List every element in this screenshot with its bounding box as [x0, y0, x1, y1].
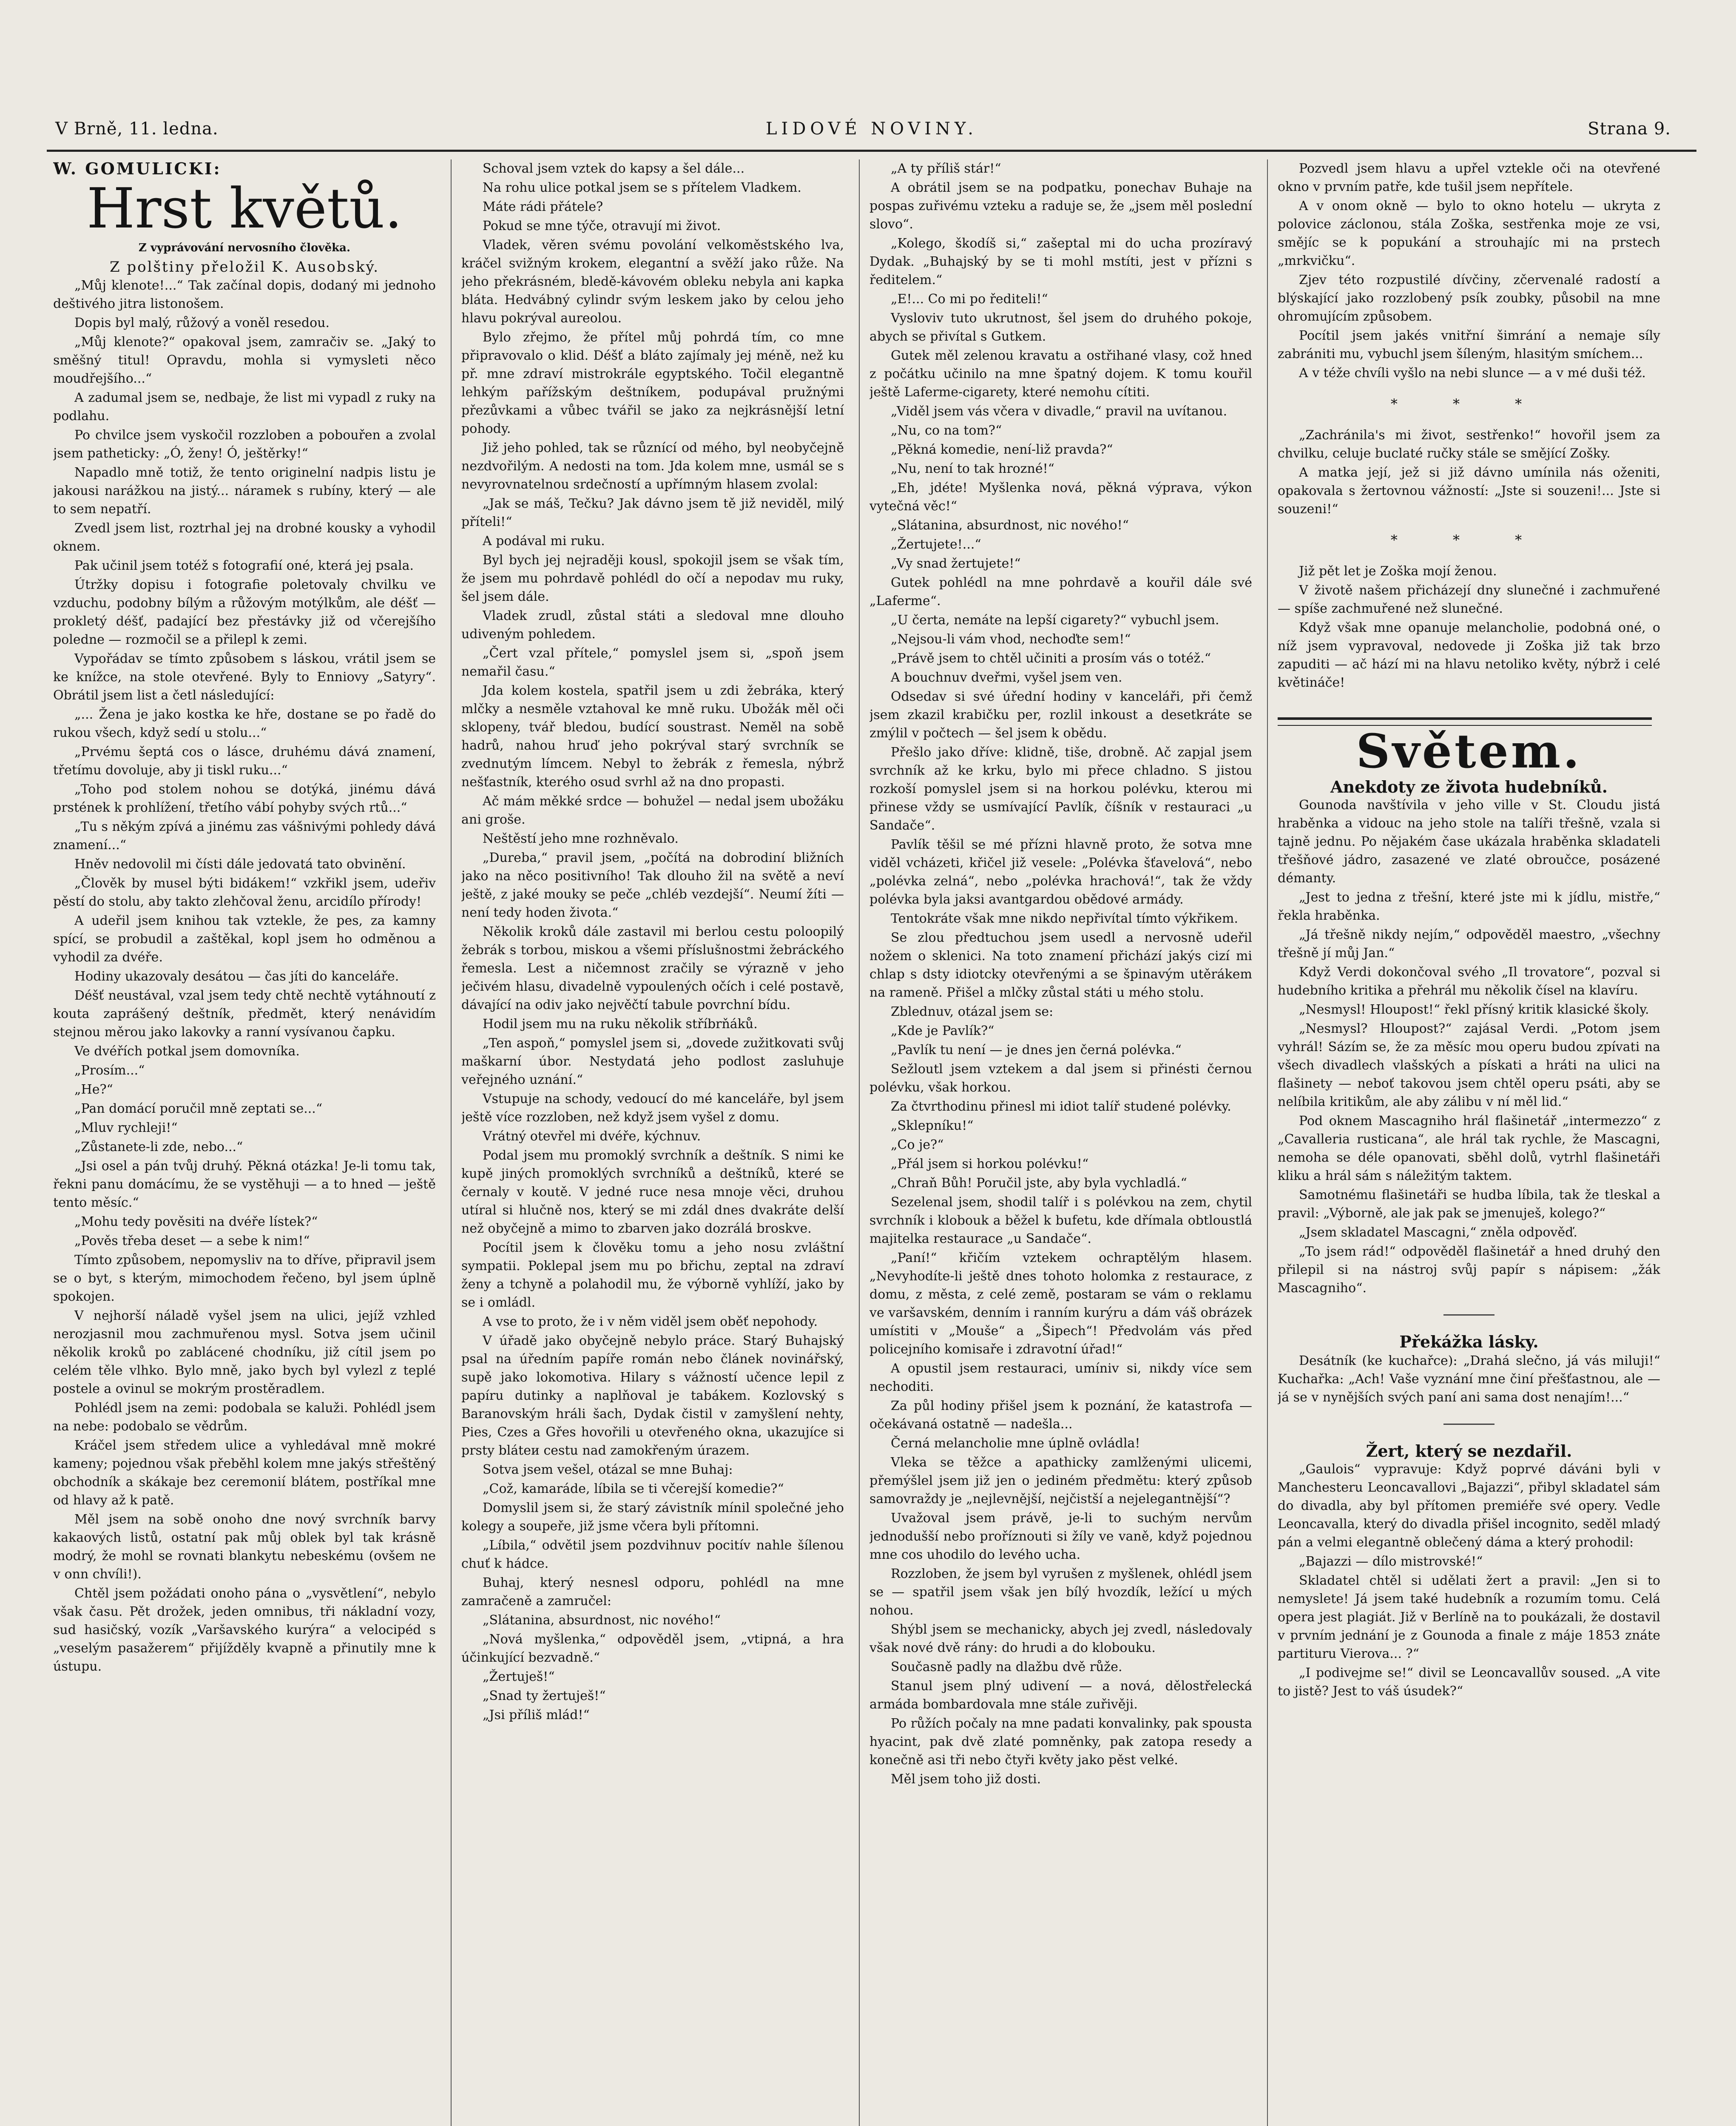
paragraph: Vstupuje na schody, vedoucí do mé kanceláře, byl jsem ještě více rozzloben, než když jsem vyšel z domu.: [461, 1091, 844, 1125]
column-3: [869, 159, 1252, 2126]
paragraph: Uvažoval jsem právě, je-li to suchým nervům jednodušší nebo proříznouti si žíly ve vaně, když pojednou mne cos uhodilo do levého ucha.: [869, 1511, 1252, 1562]
paragraph: A v téže chvíli vyšlo na nebi slunce — a v mé duši též.: [1299, 366, 1646, 381]
item-divider: [1443, 1424, 1494, 1425]
item-divider: [1443, 1314, 1494, 1316]
paragraph: „Vy snad žertujete!“: [891, 556, 1021, 571]
paragraph: Byl bych jej nejraději kousl, spokojil jsem se však tím, že jsem mu pohrdavě pohlédl do očí a nepodav mu ruky, šel jsem dále.: [461, 553, 844, 604]
section-title: Světem.: [1356, 724, 1582, 779]
paragraph: Vladek, věren svému povolání velkoměstského lva, kráčel svižným krokem, elegantní a svěží jako růže. Na jeho překrásném, bledě-kávovém obleku nebyla ani kapka bláta. Hedvábný cylindr svým leskem jako by celou jeho hlavu pokrýval aureolou.: [461, 238, 844, 326]
paragraph: Skladatel chtěl si udělati žert a pravil: „Jen si to nemyslete! Já jsem také hudebník a rozumím tomu. Celá opera jest plagiát. Již v Berlíně na to poukázali, že dostavil v prvním jednání je z Gounoda a finale z máje 1853 znáte partituru Vierova... ?“: [1278, 1573, 1660, 1661]
paragraph: Sežloutl jsem vztekem a dal jsem si přinésti černou polévku, však horkou.: [869, 1062, 1252, 1095]
paragraph: Gutek měl zelenou kravatu a ostřihané vlasy, což hned z počátku učinilo na mne špatný dojem. K tomu kouřil ještě Laferme-cigarety, které nemohu cítiti.: [869, 348, 1252, 400]
paragraph: „Co je?“: [891, 1137, 944, 1152]
paragraph: Když však mne opanuje melancholie, podobná oné, o níž jsem vypravoval, nedovede ji Zoška již tak brzo zapuditi — ač hází mi na hlavu netoliko květy, nýbrž i celé květináče!: [1278, 620, 1660, 690]
header-rule: [47, 150, 1696, 152]
paragraph: Ve dvéřích potkal jsem domovníka.: [74, 1044, 300, 1059]
paragraph: Ač mám měkké srdce — bohužel — nedal jsem ubožáku ani groše.: [461, 794, 844, 827]
paragraph: „Můj klenote!...“ Tak začínal dopis, dodaný mi jednoho deštivého jitra listonošem.: [53, 278, 436, 311]
header-page-number: Strana 9.: [1588, 119, 1671, 139]
paragraph: „Jsi osel a pán tvůj druhý. Pěkná otázka! Je-li tomu tak, řekni panu domácímu, že se vystěhuji — a to hned — ještě tento měsíc.“: [53, 1159, 436, 1210]
paragraph: „Eh, jdéte! Myšlenka nová, pěkná výprava, výkon vytečná věc!“: [869, 480, 1252, 514]
paragraph: Pocítil jsem jakés vnitřní šimrání a nemaje síly zabrániti mu, vybuchl jsem šíleným, hlasitým smíchem...: [1278, 328, 1660, 361]
paragraph: „Jest to jedna z třešní, které jste mi k jídlu, mistře,“ řekla hraběnka.: [1278, 890, 1660, 923]
paragraph: Déšť neustával, vzal jsem tedy chtě nechtě vytáhnoutí z kouta zaprášený deštník, předmět, který nenávidím stejnou měrou jako lakovky a ranní vysívanou čapku.: [53, 988, 436, 1040]
paragraph: Stanul jsem plný udivení — a nová, dělostřelecká armáda bombardovala mne stále zuřivěji.: [869, 1679, 1252, 1712]
paragraph: „Nejsou-li vám vhod, nechoďte sem!“: [891, 632, 1131, 647]
paragraph: Jda kolem kostela, spatřil jsem u zdi žebráka, který mlčky a nesměle vztahoval ke mně ruku. Ubožák měl oči sklopeny, tvář bledou, budící soustrast. Neměl na sobě hadrů, nahou hruď jeho pokrýval starý svrchník se zvednutým límcem. Nebyl to žebrák z řemesla, nýbrž nešťastník, kterého osud svrhl až na dno propasti.: [461, 683, 844, 790]
paragraph: „Pan domácí poručil mně zeptati se...“: [74, 1101, 323, 1116]
paragraph: Schoval jsem vztek do kapsy a šel dále...: [483, 161, 745, 176]
paragraph: Vysloviv tuto ukrutnost, šel jsem do druhého pokoje, abych se přivítal s Gutkem.: [869, 311, 1252, 344]
paragraph: Pak učinil jsem totéž s fotografií oné, která jej psala.: [74, 558, 414, 573]
paragraph: „Viděl jsem vás včera v divadle,“ pravil na uvítanou.: [891, 404, 1227, 419]
paragraph: Neštěstí jeho mne rozhněvalo.: [483, 831, 679, 846]
paragraph: „Zůstanete-li zde, nebo...“: [74, 1140, 243, 1154]
paragraph: „Prosím...“: [74, 1063, 145, 1078]
column-divider: [451, 159, 452, 2126]
paragraph: Vrátný otevřel mi dvéře, kýchnuv.: [483, 1129, 701, 1144]
paragraph: „Dureba,“ pravil jsem, „počítá na dobrodiní bližních jako na něco positivního! Tak dlouho žil na světě a neví ještě, z jaké mouky se peče „chléb vezdejší“. Neumí žíti — není tedy hoden života.“: [461, 850, 844, 920]
paragraph: „Jsi příliš mlád!“: [483, 1708, 590, 1722]
column-2: [461, 159, 844, 2126]
column-divider: [859, 159, 860, 2126]
paragraph: „Chraň Bůh! Poručil jste, aby byla vychladlá.“: [891, 1176, 1187, 1191]
paragraph: A v onom okně — bylo to okno hotelu — ukryta z polovice záclonou, stála Zoška, sestřenka moje ze vsi, smějíc se k popukání a strouhajíc mi na prstech „mrkvičku“.: [1278, 199, 1660, 268]
header-date: V Brně, 11. ledna.: [55, 119, 219, 139]
item-body: [1278, 1460, 1660, 1700]
paragraph: Odsedav si své úřední hodiny v kanceláři, při čemž jsem zkazil krabičku per, rozlil inkoust a desetkráte se zmýlil v počtech — šel jsem k obědu.: [869, 689, 1252, 741]
story-title: Hrst květů.: [86, 176, 403, 241]
paragraph: „Toho pod stolem nohou se dotýká, jinému dává prstének k prohlížení, třetího vábí pohyby svých rtů...“: [53, 782, 436, 815]
header-masthead: LIDOVÉ NOVINY.: [765, 119, 978, 139]
paragraph: Zjev této rozpustilé dívčiny, zčervenalé radostí a blýskající jako rozzlobený psík zoubky, působil na mne ohromujícím způsobem.: [1278, 273, 1660, 324]
paragraph: „Já třešně nikdy nejím,“ odpověděl maestro, „všechny třešně jí můj Jan.“: [1278, 927, 1660, 961]
paragraph: Pohlédl jsem na zemi: podobala se kaluži. Pohlédl jsem na nebe: podobalo se vědrům.: [53, 1401, 436, 1434]
column-1-body: [53, 276, 436, 1676]
paragraph: A obrátil jsem se na podpatku, ponechav Buhaje na pospas zuřivému vzteku a raduje se, že „jsem měl poslední slovo“.: [869, 180, 1252, 232]
paragraph: Podal jsem mu promoklý svrchník a deštník. S nimi ke kupě jiných promoklých svrchníků a deštníků, které se černaly v koutě. V jedné ruce nesa mnoje věci, druhou utíral si hlučně nos, který se mi zdál dnes dvakráte delší než obyčejně a mimo to zbarven jako dozrálá broskve.: [461, 1148, 844, 1236]
paragraph: V životě našem přicházejí dny slunečné i zachmuřené — spíše zachmuřené než slunečné.: [1278, 583, 1660, 616]
paragraph: * * *: [1390, 532, 1548, 548]
paragraph: „Snad ty žertuješ!“: [483, 1688, 606, 1703]
paragraph: Samotnému flašinetáři se hudba líbila, tak že tleskal a pravil: „Výborně, ale jak pak se jmenuješ, kolego?“: [1278, 1188, 1660, 1221]
paragraph: „Kde je Pavlík?“: [891, 1023, 994, 1038]
paragraph: Napadlo mně totiž, že tento originelní nadpis listu je jakousi narážkou na jistý... náramek s rubíny, který — ale to sem nepatří.: [53, 465, 436, 517]
paragraph: „Žertujete!...“: [891, 537, 981, 552]
paragraph: „Mluv rychleji!“: [74, 1120, 178, 1135]
paragraph: „Líbila,“ odvětil jsem pozdvihnuv pocitív nahle šílenou chuť k hádce.: [461, 1538, 844, 1571]
paragraph: Zvedl jsem list, roztrhal jej na drobné kousky a vyhodil oknem.: [53, 521, 436, 554]
paragraph: Současně padly na dlažbu dvě růže.: [891, 1660, 1122, 1674]
paragraph: „Ten aspoň,“ pomyslel jsem si, „dovede zužitkovati svůj maškarní úbor. Nestydatá jeho podlost zasluhuje veřejného uznání.“: [461, 1036, 844, 1087]
paragraph: „Jsem skladatel Mascagni,“ zněla odpověď.: [1299, 1225, 1577, 1240]
page-header: [47, 111, 1696, 145]
paragraph: „A ty příliš stár!“: [891, 161, 1001, 176]
paragraph: A bouchnuv dveřmi, vyšel jsem ven.: [891, 670, 1122, 685]
paragraph: „I podivejme se!“ divil se Leoncavallův soused. „A vite to jistě? Jest to váš úsudek?“: [1278, 1666, 1660, 1699]
paragraph: „Jak se máš, Tečku? Jak dávno jsem tě již neviděl, milý příteli!“: [461, 496, 844, 529]
paragraph: Když Verdi dokončoval svého „Il trovatore“, pozval si hudebního kritika a přehrál mu několik čísel na klavíru.: [1278, 965, 1660, 998]
paragraph: „Člověk by musel býti bidákem!“ vzkřikl jsem, udeřiv pěstí do stolu, aby takto zlehčoval ženu, arcidílo přírody!: [53, 876, 436, 909]
paragraph: Již pět let je Zoška mojí ženou.: [1299, 564, 1497, 579]
paragraph: Vladek zrudl, zůstal státi a sledoval mne dlouho udiveným pohledem.: [461, 608, 844, 642]
paragraph: Hodiny ukazovaly desátou — čas jíti do kanceláře.: [74, 969, 399, 984]
paragraph: Útržky dopisu i fotografie poletovaly chvilku ve vzduchu, podobny bílým a růžovým motýlkům, ale déšť — prokletý déšť, padající bez přestávky již od včerejšího poledne — rozmočil se a přilepl k zemi.: [53, 577, 436, 647]
paragraph: Sezelenal jsem, shodil talíř i s polévkou na zem, chytil svrchník i klobouk a běžel k bufetu, kde dřímala obtloustlá majitelka restaurace „u Sandače“.: [869, 1195, 1252, 1246]
paragraph: „Což, kamaráde, líbila se ti včerejší komedie?“: [483, 1481, 784, 1496]
paragraph: „Žertuješ!“: [483, 1669, 555, 1684]
paragraph: Rozzloben, že jsem byl vyrušen z myšlenek, ohlédl jsem se — spatřil jsem však jen bílý hvozdík, ležící u mých nohou.: [869, 1566, 1252, 1618]
paragraph: Hněv nedovolil mi čísti dále jedovatá tato obvinění.: [74, 857, 406, 872]
paragraph: „Právě jsem to chtěl učiniti a prosím vás o totéž.“: [891, 651, 1211, 666]
paragraph: Pavlík těšil se mé přízni hlavně proto, že sotva mne viděl vcházeti, křičel již vesele: „Polévka šťavelová“, nebo „polévka zelná“, nebo „polévka hrachová!“, tak že vždy polévka byla jaksi avantgardou obědové armády.: [869, 837, 1252, 907]
paragraph: Pod oknem Mascagniho hrál flašinetář „intermezzo“ z „Cavalleria rusticana“, ale hrál tak rychle, že Mascagni, nemoha se déle opanovati, sběhl dolů, vytrhl flašinetáři kliku a hrál sám s náležitým taktem.: [1278, 1114, 1660, 1183]
paragraph: „Slátanina, absurdnost, nic nového!“: [891, 518, 1129, 533]
paragraph: Vleka se těžce a apathicky zamlženými ulicemi, přemýšlel jsem již jen o jediném předmětu: který způsob samovraždy je „nejlevnější, nejčistší a nejelegantnější“?: [869, 1455, 1252, 1506]
story-author: W. GOMULICKI:: [53, 159, 222, 178]
paragraph: „Nesmysl! Hloupost!“ řekl přísný kritik klasické školy.: [1299, 1002, 1649, 1017]
paragraph: „Kolego, škodíš si,“ zašeptal mi do ucha prozíravý Dydak. „Buhajský by se ti mohl mstíti, jest v přízni s ředitelem.“: [869, 236, 1252, 287]
column-2-body: [461, 159, 844, 1724]
paragraph: Chtěl jsem požádati onoho pána o „vysvětlení“, nebylo však času. Pět drožek, jeden omnibus, tři nákladní vozy, sud hasičský, vozík „Varšavského kurýra“ a velocipéd s „veselým pasažerem“ přijížděly kvapně a přinutily mne k ústupu.: [53, 1586, 436, 1674]
paragraph: Tentokráte však mne nikdo nepřivítal tímto výkřikem.: [891, 911, 1239, 926]
paragraph: „To jsem rád!“ odpověděl flašinetář a hned druhý den přilepil si na nástroj svůj papír s nápisem: „žák Mascagniho“.: [1278, 1244, 1660, 1296]
paragraph: „Gaulois“ vypravuje: Když poprvé dáváni byli v Manchesteru Leoncavallovi „Bajazzi“, přibyl skladatel sám do divadla, aby byl přítomen premiéře své opery. Vedle Leoncavalla, který do divadla přišel incognito, seděl mladý pán a velmi elegantně oblečený dáma a který prohodil:: [1278, 1462, 1660, 1550]
paragraph: Dopis byl malý, růžový a voněl resedou.: [74, 315, 330, 330]
paragraph: „Nu, není to tak hrozné!“: [891, 461, 1055, 476]
paragraph: Přešlo jako dříve: klidně, tiše, drobně. Ač zapjal jsem svrchník až ke krku, bylo mi přece chladno. S jistou rozkoší pomyslel jsem si na horkou polévku, kterou mi přinese vždy se usmívající Pavlík, číšník v restauraci „u Sandače“.: [869, 745, 1252, 833]
paragraph: „Paní!“ křičím vztekem ochraptělým hlasem. „Nevyhodíte-li ještě dnes tohoto holomka z restaurace, z domu, z města, z celé země, postaram se vám o reklamu ve varšavském, denním i ranním kurýru a dám váš obrázek umístiti v „Mouše“ a „Šipech“! Předvolám vás před policejního komisaře i zdravotní úřad!“: [869, 1251, 1252, 1357]
paragraph: A podával mi ruku.: [483, 534, 605, 549]
column-divider: [1267, 159, 1268, 2126]
paragraph: Vypořádav se tímto způsobem s láskou, vrátil jsem se ke knížce, na stole otevřené. Byly to Enniovy „Satyry“. Obrátil jsem list a četl následující:: [53, 651, 436, 703]
paragraph: Se zlou předtuchou jsem usedl a nervosně udeřil nožem o sklenici. Na toto znamení přichází jakýs cizí mi chlap s dsty idiotcky otevřenými a se špinavým utěrákem na rameně. Přišel a mlčky zůstal státi u mého stolu.: [869, 930, 1252, 1000]
paragraph: Pocítil jsem k člověku tomu a jeho nosu zvláštní sympatii. Poklepal jsem mu po břichu, zeptal na zdraví ženy a tchyně a polahodil mu, že výborně vyhlíží, jako by se i omládl.: [461, 1240, 844, 1310]
paragraph: Měl jsem na sobě onoho dne nový svrchník barvy kakaových listů, ostatní pak můj oblek byl tak krásně modrý, že mohl se rovnati blankytu nebeskému (ovšem ne v onn chvíli!).: [53, 1512, 436, 1582]
story-subtitle: Z vyprávování nervosního člověka.: [138, 242, 351, 254]
paragraph: Shýbl jsem se mechanicky, abych jej zvedl, následovaly však nové dvě rány: do hrudi a do klobouku.: [869, 1622, 1252, 1655]
paragraph: Několik kroků dále zastavil mi berlou cestu poloopilý žebrák s torbou, miskou a všemi příslušnostmi žebráckého řemesla. Lest a ničemnost zračily se výrazně v jeho ječivém hlasu, divadelně vypoulených očích i celé postavě, dávající na odiv jako nejvěčtí tabule povrchní bídu.: [461, 924, 844, 1012]
paragraph: Za čtvrthodinu přinesl mi idiot talíř studené polévky.: [891, 1099, 1231, 1114]
paragraph: A opustil jsem restauraci, umíniv si, nikdy více sem nechoditi.: [869, 1361, 1252, 1394]
paragraph: Měl jsem toho již dosti.: [891, 1772, 1041, 1787]
paragraph: A matka její, jež si již dávno umínila nás oženiti, opakovala s žertovnou vážností: „Jste si souzeni!... Jste si souzeni!“: [1278, 465, 1660, 517]
paragraph: V úřadě jako obyčejně nebylo práce. Starý Buhajský psal na úředním papíře román nebo článek novinářský, supě jako lokomotiva. Hilary s vážností učence lepil z papíru dutinky a naplňoval je tabákem. Kozlovský s Baranovským hráli šach, Dydak čistil v zamyšlení nehty, Pies, Czes a Gřes hovořili u otevřeného okna, ukazujíce si prsty bláteи cestu nad zamokřeným úrazem.: [461, 1333, 844, 1458]
paragraph: „Nesmysl? Hloupost?“ zajásal Verdi. „Potom jsem vyhrál! Sázím se, že za měsíc mou operu budou zpívati na všech divadlech vlašských a pískati a hráti na ulici na flašinety — neboť takovou jsem chtěl operu psáti, aby se nelíbila kritikům, ale aby zálibu v ní měl lid.“: [1278, 1021, 1660, 1109]
paragraph: A zadumal jsem se, nedbaje, že list mi vypadl z ruky na podlahu.: [53, 390, 436, 423]
paragraph: „Pavlík tu není — je dnes jen černá polévka.“: [891, 1043, 1182, 1057]
column-4: [1278, 159, 1660, 2126]
paragraph: Gounoda navštívila v jeho ville v St. Cloudu jistá hraběnka a vidouc na jeho stole na talíři třešně, vzala si tajně jednu. Po nějakém čase ukázala hraběnka skladateli třešňové jádro, zasazené ve zlaté obroučce, posázené démanty.: [1278, 798, 1660, 886]
paragraph: „Nu, co na tom?“: [891, 423, 1002, 438]
section-body: [1278, 796, 1660, 1297]
paragraph: Máte rádi přátele?: [483, 199, 603, 214]
paragraph: Pokud se mne týče, otravují mi život.: [483, 219, 721, 233]
column-3-body: [869, 159, 1252, 1788]
paragraph: A vse to proto, že i v něm viděl jsem oběť nepohody.: [483, 1314, 818, 1329]
paragraph: „Bajazzi — dílo mistrovské!“: [1299, 1554, 1483, 1569]
paragraph: „Pěkná komedie, není-liž pravda?“: [891, 442, 1113, 457]
paragraph: „He?“: [74, 1082, 113, 1097]
paragraph: „Mohu tedy pověsiti na dvéře lístek?“: [74, 1214, 318, 1229]
paragraph: Černá melancholie mne úplně ovládla!: [891, 1436, 1140, 1451]
paragraph: Pozvedl jsem hlavu a upřel vztekle oči na otevřené okno v prvním patře, kde tušil jsem nepřítele.: [1278, 161, 1660, 194]
column-1: [53, 159, 436, 2126]
paragraph: V nejhorší náladě vyšel jsem na ulici, jejíž vzhled nerozjasnil mou zachmuřenou mysl. Sotva jsem učinil několik kroků po zablácené chodníku, již cítil jsem po celém těle vlhko. Bylo mně, jako bych byl vylezl z teplé postele a ovinul se mokrým prostěradlem.: [53, 1308, 436, 1396]
paragraph: „Pověs třeba deset — a sebe k nim!“: [74, 1234, 310, 1248]
paragraph: Po růžích počaly na mne padati konvalinky, pak spousta hyacint, pak dvě zlaté pomněnky, pak zatopa resedy a konečně asi tři nebo čtyři květy jako pěst velké.: [869, 1716, 1252, 1768]
paragraph: Sotva jsem vešel, otázal se mne Buhaj:: [483, 1462, 733, 1477]
paragraph: * * *: [1390, 396, 1548, 412]
paragraph: „Přál jsem si horkou polévku!“: [891, 1157, 1089, 1171]
paragraph: „Můj klenote?“ opakoval jsem, zamračiv se. „Jaký to směšný titul! Opravdu, mohla si vymysleti něco moudřejšího...“: [53, 335, 436, 386]
paragraph: „... Žena je jako kostka ke hře, dostane se po řadě do rukou všech, když sedí u stolu...“: [53, 707, 436, 740]
paragraph: Za půl hodiny přišel jsem k poznání, že katastrofa — očekávaná ostatně — nadešla...: [869, 1398, 1252, 1432]
newspaper-page: [47, 111, 1696, 2126]
paragraph: Domyslil jsem si, že starý závistník mínil společné jeho kolegy a soupeře, již jsme včera byli přítomni.: [461, 1501, 844, 1534]
paragraph: Zblednuv, otázal jsem se:: [891, 1004, 1054, 1019]
paragraph: Na rohu ulice potkal jsem se s přítelem Vladkem.: [483, 180, 801, 195]
paragraph: Buhaj, který nesnesl odporu, pohlédl na mne zamračeně a zamručel:: [461, 1575, 844, 1609]
paragraph: „Sklepníku!“: [891, 1118, 974, 1133]
story-translator: Z polštiny přeložil K. Ausobský.: [109, 259, 380, 276]
paragraph: Kráčel jsem středem ulice a vyhledával mně mokré kameny; pojednou však přeběhl kolem mne jakýs střeštěný obchodník a skákaje bez ceremonií blátem, postříkal mne od hlavy až k patě.: [53, 1438, 436, 1508]
paragraph: „Tu s někým zpívá a jinému zas vášnivými pohledy dává znamení...“: [53, 819, 436, 853]
section-subheading: Anekdoty ze života hudebníků.: [1330, 777, 1608, 796]
paragraph: A udeřil jsem knihou tak vztekle, že pes, za kamny spící, se probudil a zaštěkal, kopl jsem ho odměnou a vyhodil za dvéře.: [53, 913, 436, 965]
item-title: Překážka lásky.: [1399, 1332, 1539, 1351]
paragraph: „Zachránila's mi život, sestřenko!“ hovořil jsem za chvilku, celuje buclaté ručky stále se smějící Zošky.: [1278, 428, 1660, 461]
paragraph: Bylo zřejmo, že přítel můj pohrdá tím, co mne připravovalo o klid. Déšť a bláto zajímaly jej méně, než ku př. mne zdraví mistrokrále egyptského. Točil elegantně lehkým pařížským deštníkem, podupával pružnými přezůvkami a vůbec tvářil se jako za nejkrásnější letní pohody.: [461, 330, 844, 436]
paragraph: „Slátanina, absurdnost, nic nového!“: [483, 1613, 721, 1628]
paragraph: Hodil jsem mu na ruku několik stříbrňáků.: [483, 1017, 758, 1032]
paragraph: „Čert vzal přítele,“ pomyslel jsem si, „spoň jsem nemařil času.“: [461, 646, 844, 679]
paragraph: Gutek pohlédl na mne pohrdavě a kouřil dále své „Laferme“.: [869, 575, 1252, 608]
column-4-body: [1278, 159, 1660, 692]
paragraph: Tímto způsobem, nepomysliv na to dříve, připravil jsem se o byt, s kterým, mimochodem řečeno, byl jsem úplně spokojen.: [53, 1253, 436, 1304]
item-title: Žert, který se nezdařil.: [1366, 1441, 1572, 1461]
paragraph: Po chvilce jsem vyskočil rozzloben a pobouřen a zvolal jsem patheticky: „Ó, ženy! Ó, ještěrky!“: [53, 428, 436, 461]
paragraph: „E!... Co mi po řediteli!“: [891, 292, 1048, 307]
paragraph: „Prvému šeptá cos o lásce, druhému dává znamení, třetímu dovoluje, aby ji tiskl ruku...“: [53, 745, 436, 778]
paragraph: „U čerta, nemáte na lepší cigarety?“ vybuchl jsem.: [891, 613, 1219, 628]
paragraph: „Nová myšlenka,“ odpověděl jsem, „vtipná, a hra účinkující bezvadně.“: [461, 1632, 844, 1665]
item-text: Desátník (ke kuchařce): „Drahá slečno, já vás miluji!“ Kuchařka: „Ach! Vaše vyznání mne činí přešťastnou, ale — já se v nynějších svých paní ani sama dost nenajím!...“: [1278, 1353, 1660, 1405]
paragraph: Již jeho pohled, tak se různící od mého, byl neobyčejně nezdvořilým. A nedosti na tom. Jda kolem mne, usmál se s nevyrovnatelnou srdečností a upřímným hlasem zvolal:: [461, 441, 844, 492]
